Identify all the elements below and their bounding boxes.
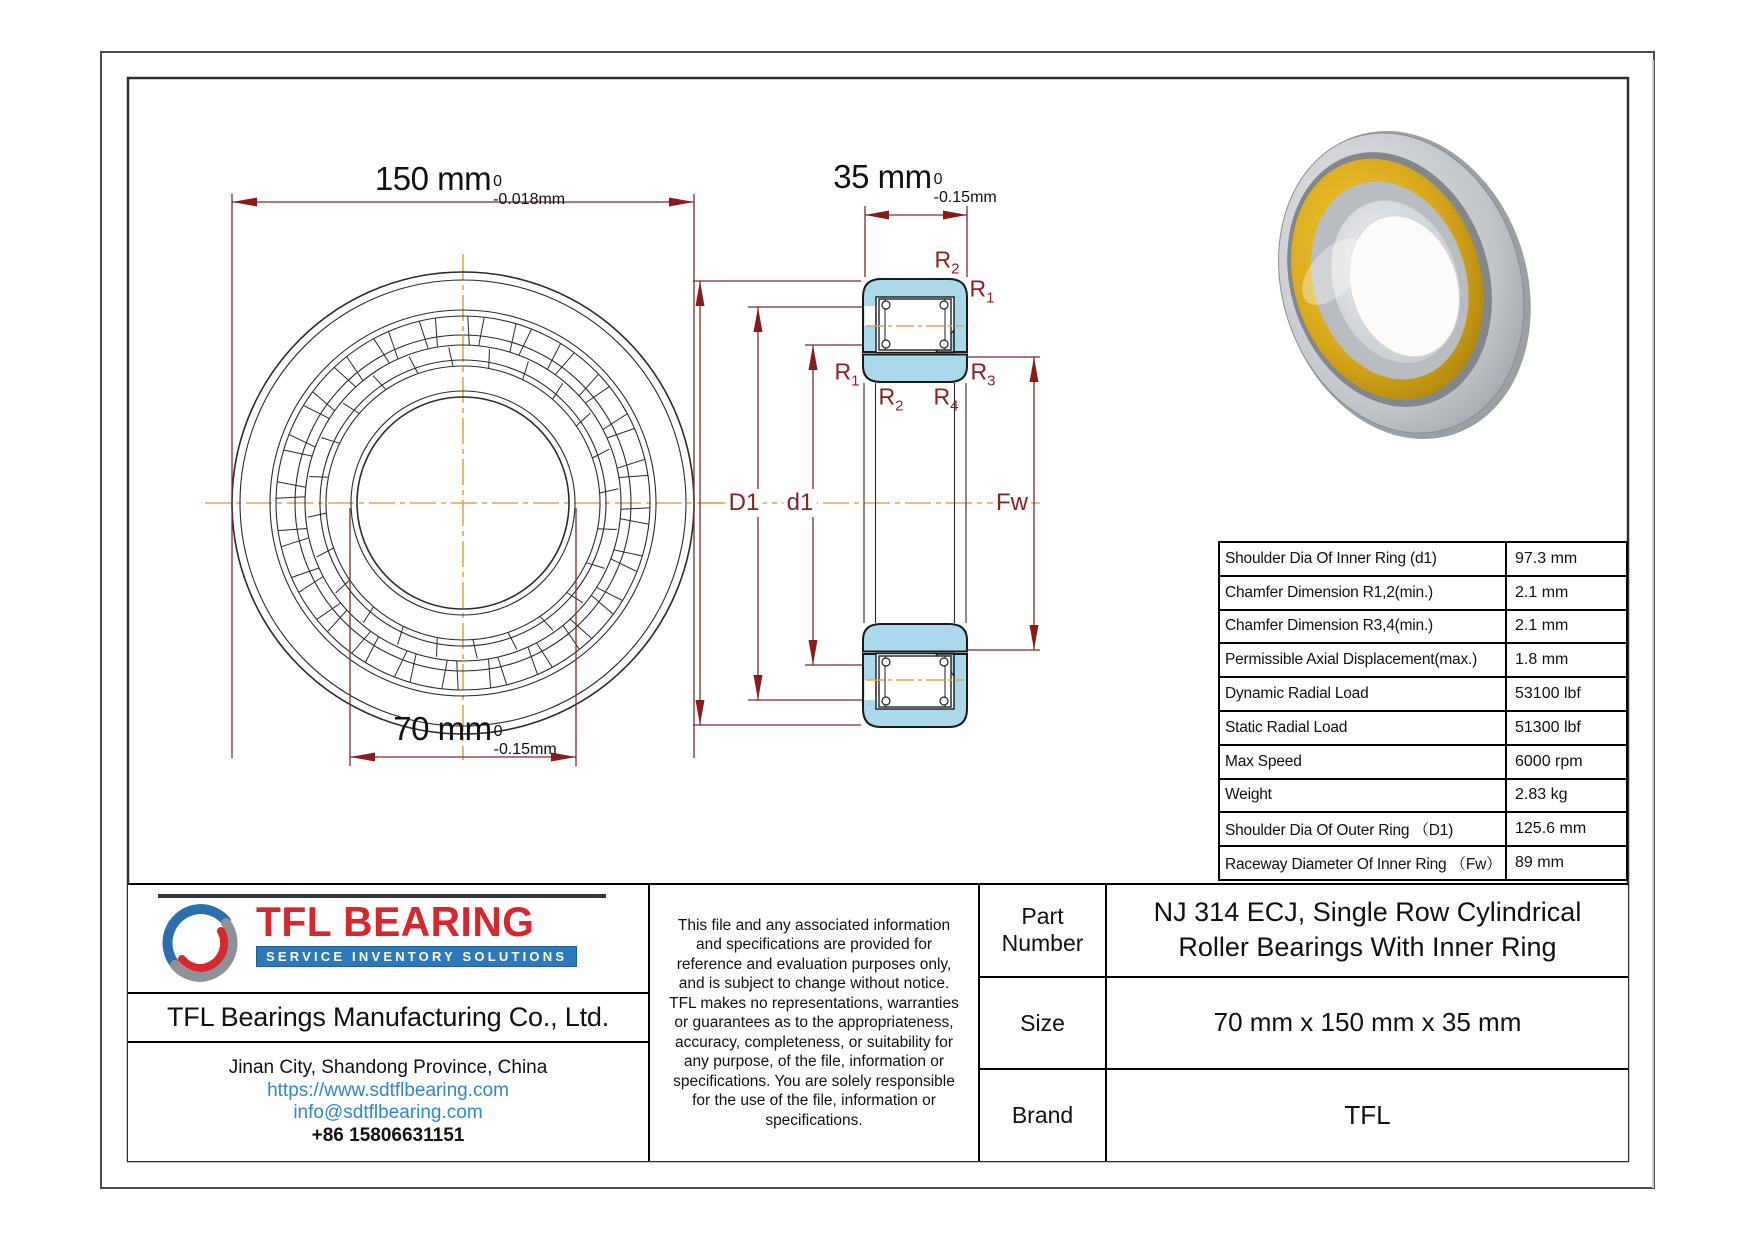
front-view [205,194,722,766]
brand-value: TFL [1105,1070,1628,1161]
label-d1-inner: d1 [784,489,817,517]
company-address: Jinan City, Shandong Province, China [228,1057,548,1078]
company-name: TFL Bearings Manufacturing Co., Ltd. [128,992,648,1041]
spec-label: Shoulder Dia Of Outer Ring （D1) [1225,822,1454,840]
spec-value: 2.1 mm [1505,611,1626,643]
spec-row [1220,642,1626,676]
title-block-company-column [128,885,648,1161]
section-bottom-half [863,624,967,727]
disclaimer-text: This file and any associated information and specifications are provided for reference and evaluation purposes only, and is subject to change without notice. TFL makes no representations, warranties or guarantees as to the appropriateness, accuracy, completeness, or suitability for any purpose, of the file, information or specifications. You are solely responsible for the use of the file, information or specifications. [669,916,959,1129]
inner-ring-top [863,355,967,383]
field-row-size [980,976,1628,1069]
spec-label: Permissible Axial Displacement(max.) [1225,651,1478,669]
dim-bore-tol-upper: 0 [493,723,503,740]
label-r2-bottom: $R_2$ [878,383,904,415]
label-d1-outer: D1 [726,489,763,517]
spec-value: 97.3 mm [1505,543,1626,575]
spec-value: 125.6 mm [1505,813,1626,845]
spec-row [1220,710,1626,744]
dim-width-value: 35 mm [833,158,932,195]
spec-row [1220,778,1626,812]
field-row-brand [980,1068,1628,1161]
dim-width-tol-lower: -0.15mm [933,188,997,206]
spec-value: 2.1 mm [1505,577,1626,609]
dim-od-tol-upper: 0 [493,173,502,190]
label-r2-top: $R_2$ [934,246,960,278]
dim-outer-diameter [340,160,600,208]
field-row-part-number [980,885,1628,976]
label-r4-bottom: $R_4$ [933,383,959,415]
company-email-link[interactable]: info@sdtflbearing.com [293,1102,483,1123]
dim-width-tol-upper: 0 [933,171,943,188]
spec-value: 2.83 kg [1505,780,1626,812]
company-logo [158,898,577,985]
chamfer-gap-bottom [865,680,876,700]
spec-label: Raceway Diameter Of Inner Ring （Fw） [1225,856,1502,874]
spec-label: Chamfer Dimension R3,4(min.) [1225,617,1434,635]
spec-row [1220,811,1626,845]
title-block [128,883,1628,1161]
spec-label: Max Speed [1225,752,1302,770]
logo-tagline: SERVICE INVENTORY SOLUTIONS [256,946,577,967]
inner-ring-bottom [863,624,967,652]
front-view-centerlines [205,254,722,760]
disclaimer-cell [648,885,978,1161]
spec-table [1218,541,1628,881]
logo-circle-icon [158,901,242,985]
spec-row [1220,676,1626,710]
part-info-table [978,885,1628,1161]
spec-value: 89 mm [1505,847,1626,879]
label-r3-right: $R_3$ [970,358,996,390]
logo-row [128,885,648,992]
spec-value: 6000 rpm [1505,746,1626,778]
spec-value: 51300 lbf [1505,712,1626,744]
dim-width [790,158,1040,206]
spec-label: Dynamic Radial Load [1225,685,1369,703]
dim-od-arrow-right [669,198,694,207]
dim-od-tol-lower: -0.018mm [493,190,566,208]
label-r1-left: $R_1$ [834,358,860,390]
spec-value: 53100 lbf [1505,678,1626,710]
spec-row [1220,543,1626,575]
section-top-half [863,279,967,382]
company-phone: +86 15806631151 [311,1124,465,1146]
part-number-label: Part Number [1001,903,1084,957]
part-number-value: NJ 314 ECJ, Single Row Cylindrical Roller Bearings With Inner Ring [1105,885,1628,976]
spec-label: Shoulder Dia Of Inner Ring (d1) [1225,549,1437,567]
dim-od-value: 150 mm [374,160,492,197]
spec-row [1220,845,1626,879]
label-fw: Fw [993,489,1031,517]
chamfer-gap-top [865,306,876,326]
size-label: Size [1020,1009,1065,1036]
logo-brand-text: TFL BEARING [256,898,535,945]
brand-label: Brand [1011,1102,1074,1129]
bearing-3d-render [1240,98,1569,472]
spec-label: Static Radial Load [1225,718,1348,736]
dim-od-arrow-left [232,198,257,207]
contact-info [128,1041,648,1161]
spec-label: Chamfer Dimension R1,2(min.) [1225,583,1434,601]
page-shadow-edge [1652,60,1654,1188]
spec-row [1220,575,1626,609]
spec-value: 1.8 mm [1505,644,1626,676]
spec-label: Weight [1225,786,1272,804]
dim-bore-value: 70 mm [393,710,492,747]
size-value: 70 mm x 150 mm x 35 mm [1105,978,1628,1069]
dim-bore-diameter [350,710,600,758]
label-r1-right: $R_1$ [969,275,995,307]
spec-row [1220,609,1626,643]
company-website-link[interactable]: https://www.sdtflbearing.com [267,1079,509,1101]
spec-row [1220,744,1626,778]
dim-bore-tol-lower: -0.15mm [493,740,557,758]
